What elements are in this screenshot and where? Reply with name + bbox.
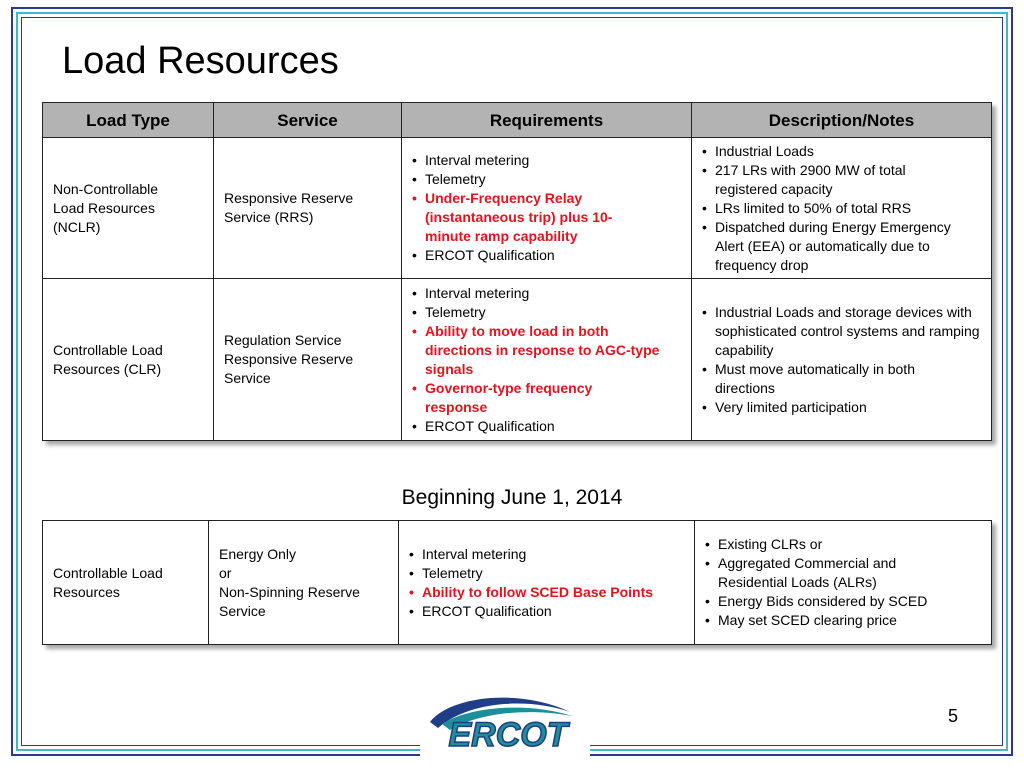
requirement-item: • Telemetry: [409, 564, 684, 583]
table-row-nclr: [43, 138, 992, 279]
requirement-item: • Telemetry: [412, 170, 651, 189]
section-subheading: Beginning June 1, 2014: [401, 486, 623, 509]
header-service: Service: [214, 103, 402, 138]
cell-load-type: Controllable Load Resources: [43, 521, 209, 645]
requirements-list: [412, 284, 665, 436]
header-requirements: Requirements: [402, 103, 692, 138]
notes-list: [702, 142, 981, 275]
cell-requirements: [399, 521, 695, 645]
ercot-logo-text: ERCOT: [448, 716, 568, 754]
requirement-item: • Interval metering: [409, 545, 684, 564]
note-item: • Existing CLRs or: [705, 535, 981, 554]
requirement-item: • ERCOT Qualification: [412, 246, 651, 265]
note-item: • Industrial Loads: [702, 142, 981, 161]
cell-notes: [692, 138, 992, 279]
requirement-item: • Interval metering: [412, 284, 665, 303]
requirement-item: • Interval metering: [412, 151, 651, 170]
page-number: 5: [948, 706, 959, 726]
header-load-type: Load Type: [43, 103, 214, 138]
requirement-item: • ERCOT Qualification: [409, 602, 684, 621]
note-item: • Industrial Loads and storage devices with sophisticated control systems and ramping capability: [702, 303, 981, 360]
notes-list: [705, 535, 981, 630]
energy-only-table: [42, 520, 992, 645]
note-item: • Dispatched during Energy Emergency Alert (EEA) or automatically due to frequency drop: [702, 218, 981, 275]
notes-list: [702, 303, 981, 417]
cell-load-type: Non-Controllable Load Resources (NCLR): [43, 138, 214, 279]
table-row-clr-2014: [43, 521, 992, 645]
requirement-item-highlight: • Ability to move load in both directions in response to AGC-type signals: [412, 322, 665, 379]
note-item: • May set SCED clearing price: [705, 611, 981, 630]
note-item: • Energy Bids considered by SCED: [705, 592, 981, 611]
requirement-item-highlight: • Governor-type frequency response: [412, 379, 665, 417]
cell-notes: [695, 521, 992, 645]
requirement-item: • Telemetry: [412, 303, 665, 322]
cell-load-type: Controllable Load Resources (CLR): [43, 279, 214, 441]
requirements-list: [412, 151, 651, 265]
requirement-item: • ERCOT Qualification: [412, 417, 665, 436]
header-description-notes: Description/Notes: [692, 103, 992, 138]
note-item: • LRs limited to 50% of total RRS: [702, 199, 981, 218]
load-resources-table: [42, 102, 992, 441]
cell-service: Regulation Service Responsive Reserve Service: [214, 279, 402, 441]
cell-requirements: [402, 138, 692, 279]
note-item: • Aggregated Commercial and Residential Loads (ALRs): [705, 554, 981, 592]
slide-title: Load Resources: [62, 40, 339, 82]
requirement-item-highlight: • Ability to follow SCED Base Points: [409, 583, 684, 602]
table-row-clr: [43, 279, 992, 441]
table-header-row: [43, 103, 992, 138]
requirement-item-highlight: • Under-Frequency Relay (instantaneous trip) plus 10-minute ramp capability: [412, 189, 651, 246]
cell-notes: [692, 279, 992, 441]
requirements-list: [409, 545, 684, 621]
cell-requirements: [402, 279, 692, 441]
note-item: • Very limited participation: [702, 398, 981, 417]
cell-service: Energy Only or Non-Spinning Reserve Service: [209, 521, 399, 645]
cell-service: Responsive Reserve Service (RRS): [214, 138, 402, 279]
note-item: • 217 LRs with 2900 MW of total registered capacity: [702, 161, 981, 199]
ercot-logo: [420, 684, 590, 756]
note-item: • Must move automatically in both directions: [702, 360, 981, 398]
